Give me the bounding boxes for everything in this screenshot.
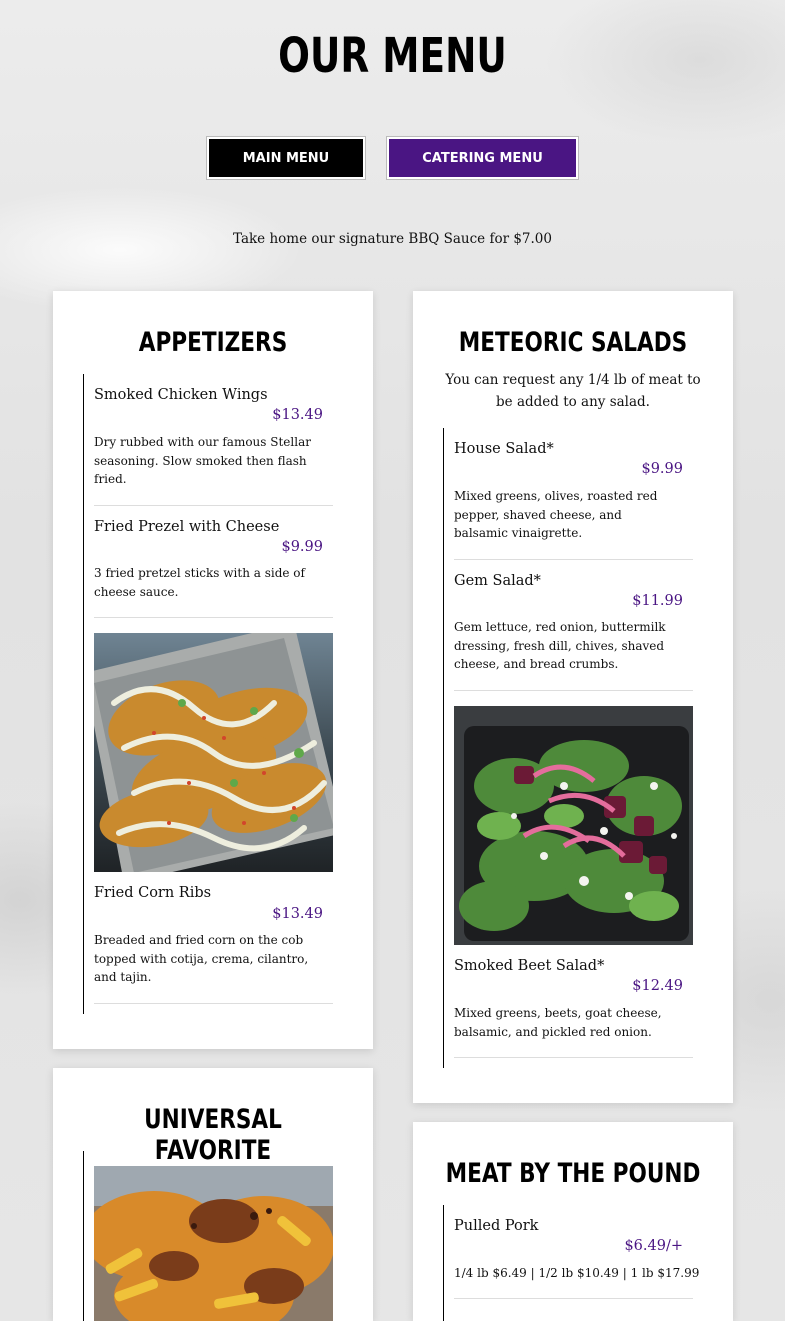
item-price: $13.49	[272, 906, 323, 922]
item-price: $13.49	[272, 407, 323, 423]
item-price: $9.99	[641, 461, 683, 477]
item-name: Gem Salad*	[454, 573, 541, 589]
meat-by-the-pound-title: MEAT BY THE POUND	[445, 1158, 701, 1189]
beet-salad-photo	[454, 706, 693, 945]
item-name: Smoked Beet Salad*	[454, 958, 605, 974]
item-separator	[454, 690, 693, 691]
item-separator	[94, 1003, 333, 1004]
item-description: Mixed greens, beets, goat cheese, balsamic, and pickled red onion.	[454, 1006, 662, 1039]
item-separator	[454, 559, 693, 560]
item-price: $12.49	[632, 978, 683, 994]
main-menu-button[interactable]: MAIN MENU	[207, 137, 365, 179]
corn-ribs-photo	[94, 633, 333, 872]
salads-card	[413, 291, 733, 1103]
item-description: Gem lettuce, red onion, buttermilk dressing, fresh dill, chives, shaved cheese, and bread crumbs.	[454, 620, 666, 671]
item-name: Pulled Pork	[454, 1218, 539, 1234]
page-title: OUR MENU	[278, 28, 507, 84]
item-description: Breaded and fried corn on the cob topped with cotija, crema, cilantro, and tajin.	[94, 933, 309, 984]
item-name: Fried Prezel with Cheese	[94, 519, 280, 535]
universal-favorite-card	[53, 1068, 373, 1321]
item-price: $6.49/+	[624, 1238, 683, 1254]
item-separator	[454, 1057, 693, 1058]
bbq-sauce-notice: Take home our signature BBQ Sauce for $7.00	[233, 231, 552, 247]
appetizers-card	[53, 291, 373, 1049]
item-separator	[94, 617, 333, 618]
section-divider-line	[443, 428, 444, 1068]
item-description: 1/4 lb $6.49 | 1/2 lb $10.49 | 1 lb $17.99	[454, 1266, 700, 1280]
item-price: $9.99	[281, 539, 323, 555]
item-name: Smoked Chicken Wings	[94, 387, 268, 403]
item-separator	[454, 1298, 693, 1299]
universal-favorite-photo	[94, 1166, 333, 1321]
section-divider-line	[83, 1151, 84, 1321]
item-price: $11.99	[632, 593, 683, 609]
section-divider-line	[443, 1205, 444, 1321]
item-description: Dry rubbed with our famous Stellar seasoning. Slow smoked then flash fried.	[94, 435, 311, 486]
appetizers-title: APPETIZERS	[138, 327, 288, 358]
section-divider-line	[83, 374, 84, 1014]
catering-menu-button[interactable]: CATERING MENU	[387, 137, 578, 179]
universal-favorite-title: UNIVERSAL FAVORITE	[144, 1104, 282, 1166]
item-name: House Salad*	[454, 441, 554, 457]
item-name: Fried Corn Ribs	[94, 885, 212, 901]
salads-note: You can request any 1/4 lb of meat to be added to any salad.	[445, 372, 701, 410]
item-description: Mixed greens, olives, roasted red pepper, shaved cheese, and balsamic vinaigrette.	[454, 489, 658, 540]
item-separator	[94, 505, 333, 506]
salads-title: METEORIC SALADS	[458, 327, 688, 358]
item-description: 3 fried pretzel sticks with a side of cheese sauce.	[94, 566, 305, 599]
meat-by-the-pound-card	[413, 1122, 733, 1321]
